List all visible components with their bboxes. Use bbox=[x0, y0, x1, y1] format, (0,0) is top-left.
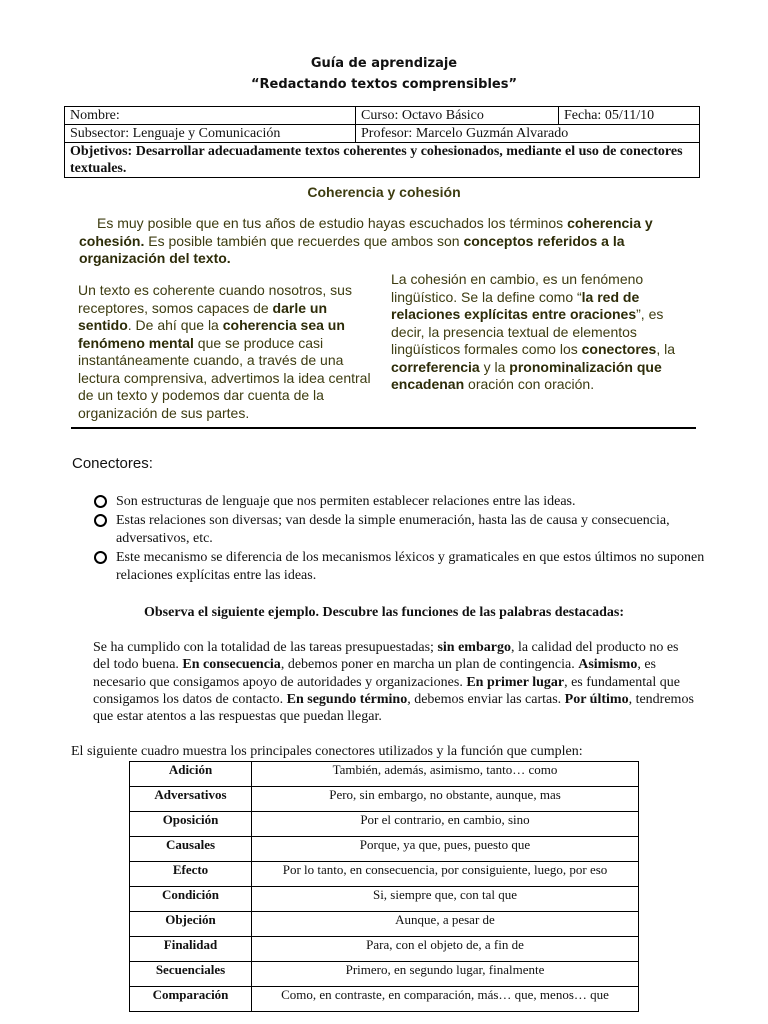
list-item: Este mecanismo se diferencia de los mecanismos léxicos y gramaticales en que estos últimos no suponen relaciones explícitas entre las ideas. bbox=[92, 549, 712, 586]
table-row: Objeción Aunque, a pesar de bbox=[130, 912, 639, 937]
table-row: Comparación Como, en contraste, en comparación, más… que, menos… que bbox=[130, 987, 639, 1012]
section-title: Coherencia y cohesión bbox=[307, 184, 461, 200]
connector-table bbox=[129, 761, 639, 1012]
table-row: Adversativos Pero, sin embargo, no obstante, aunque, mas bbox=[130, 787, 639, 812]
document-subtitle: “Redactando textos comprensibles” bbox=[250, 77, 517, 92]
profesor-cell: Profesor: Marcelo Guzmán Alvarado bbox=[356, 125, 700, 143]
circle-bullet-icon bbox=[94, 551, 107, 564]
table-row: Finalidad Para, con el objeto de, a fin de bbox=[130, 937, 639, 962]
table-row: Secuenciales Primero, en segundo lugar, finalmente bbox=[130, 962, 639, 987]
list-item: Estas relaciones son diversas; van desde la simple enumeración, hasta las de causa y consecuencia, adversativos, etc. bbox=[92, 512, 712, 549]
objetivos-cell: Objetivos: Desarrollar adecuadamente textos coherentes y cohesionados, mediante el uso de conectores textuales. bbox=[65, 143, 700, 178]
student-info-table bbox=[64, 106, 700, 178]
circle-bullet-icon bbox=[94, 514, 107, 527]
circle-bullet-icon bbox=[94, 495, 107, 508]
list-item: Son estructuras de lenguaje que nos permiten establecer relaciones entre las ideas. bbox=[92, 493, 712, 512]
section-divider bbox=[71, 427, 696, 429]
example-paragraph: Se ha cumplido con la totalidad de las tareas presupuestadas; sin embargo, la calidad del producto no es del todo buena. En consecuencia, debemos poner en marcha un plan de contingencia. Asimismo, es necesario que consigamos apoyo de autoridades y organizaciones. En primer lugar, es fundamental que consigamos los datos de contacto. En segundo término, debemos enviar las cartas. Por último, tendremos que estar atentos a las respuestas que puedan llegar. bbox=[93, 640, 694, 725]
intro-paragraph: Es muy posible que en tus años de estudio hayas escuchados los términos coherencia y cohesión. Es posible también que recuerdes que ambos son conceptos referidos a la organización del texto. bbox=[79, 215, 653, 266]
table-row: Oposición Por el contrario, en cambio, sino bbox=[130, 812, 639, 837]
table-row: Adición También, además, asimismo, tanto… como bbox=[130, 762, 639, 787]
conectores-heading: Conectores: bbox=[72, 455, 153, 472]
example-instruction: Observa el siguiente ejemplo. Descubre las funciones de las palabras destacadas: bbox=[143, 605, 624, 620]
curso-cell: Curso: Octavo Básico bbox=[356, 107, 559, 125]
document-title: Guía de aprendizaje bbox=[310, 56, 458, 71]
fecha-cell: Fecha: 05/11/10 bbox=[559, 107, 700, 125]
table-row: Efecto Por lo tanto, en consecuencia, por consiguiente, luego, por eso bbox=[130, 862, 639, 887]
conectores-list bbox=[92, 493, 712, 586]
coherence-paragraph: Un texto es coherente cuando nosotros, sus receptores, somos capaces de darle un sentido. De ahí que la coherencia sea un fenómeno mental que se produce casi instantáneamente cuando, a través de una lectura comprensiva, advertimos la idea central de un texto y podemos dar cuenta de la organización de sus partes. bbox=[78, 282, 371, 421]
cohesion-paragraph: La cohesión en cambio, es un fenómeno lingüístico. Se la define como “la red de relaciones explícitas entre oraciones”, es decir, la presencia textual de elementos lingüísticos formales como los conectores, la correferencia y la pronominalización que encadenan oración con oración. bbox=[391, 271, 676, 392]
nombre-cell: Nombre: bbox=[65, 107, 356, 125]
table-intro: El siguiente cuadro muestra los principales conectores utilizados y la función que cumplen: bbox=[71, 744, 583, 759]
subsector-cell: Subsector: Lenguaje y Comunicación bbox=[65, 125, 356, 143]
table-row: Condición Si, siempre que, con tal que bbox=[130, 887, 639, 912]
table-row: Causales Porque, ya que, pues, puesto que bbox=[130, 837, 639, 862]
